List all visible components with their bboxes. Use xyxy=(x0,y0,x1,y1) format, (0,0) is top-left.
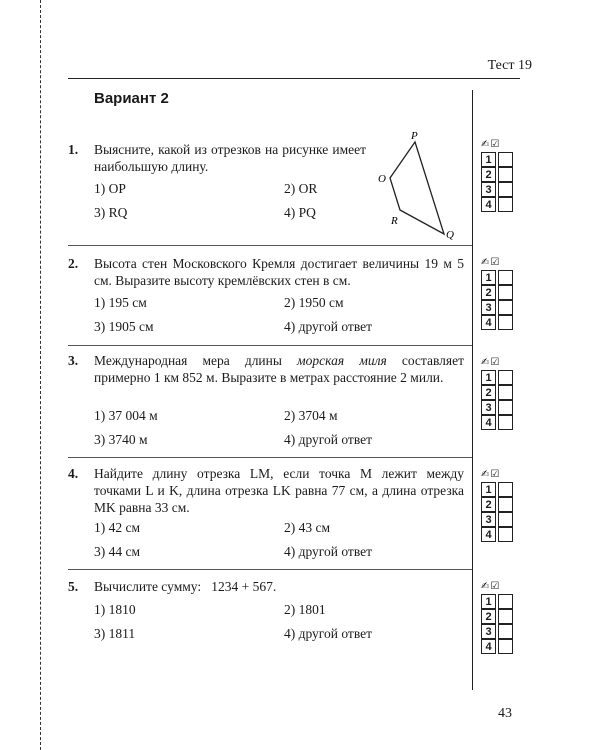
answer-checkbox[interactable] xyxy=(498,385,513,400)
answer-number: 3 xyxy=(481,182,496,197)
question-1-text: Выясните, какой из отрезков на рисунке имеет наибольшую длину. xyxy=(94,142,366,174)
question-5-text: Вычислите сумму: 1234 + 567. xyxy=(94,579,277,594)
answer-checkbox[interactable] xyxy=(498,497,513,512)
question-1-option-1: 1) OP xyxy=(94,181,126,196)
question-5-option-3: 3) 1811 xyxy=(94,626,136,641)
separator-3 xyxy=(68,457,472,458)
answer-checkbox[interactable] xyxy=(498,370,513,385)
question-4-option-2: 2) 43 см xyxy=(284,520,331,535)
question-2-option-3: 3) 1905 см xyxy=(94,319,154,334)
question-1-number: 1. xyxy=(68,142,79,157)
answer-number: 3 xyxy=(481,512,496,527)
answer-boxes-q2[interactable] xyxy=(481,256,515,330)
answer-header-icons: ✍☑ xyxy=(481,139,501,150)
answer-checkbox[interactable] xyxy=(498,167,513,182)
question-3-text xyxy=(94,352,464,386)
question-1-option-3: 3) RQ xyxy=(94,205,128,220)
question-5-option-4: 4) другой ответ xyxy=(284,626,373,641)
answer-checkbox[interactable] xyxy=(498,400,513,415)
answer-checkbox[interactable] xyxy=(498,527,513,542)
answer-boxes-q1[interactable] xyxy=(481,138,515,212)
answer-checkbox[interactable] xyxy=(498,624,513,639)
question-3-text-start: Международная мера длины xyxy=(94,353,298,368)
answer-number: 2 xyxy=(481,609,496,624)
point-o-label: O xyxy=(378,173,386,185)
question-3-option-4: 4) другой ответ xyxy=(284,432,373,447)
answer-number: 1 xyxy=(481,152,496,167)
answer-boxes-q3[interactable] xyxy=(481,356,515,430)
answer-checkbox[interactable] xyxy=(498,609,513,624)
answer-number: 1 xyxy=(481,370,496,385)
answer-number: 2 xyxy=(481,497,496,512)
answer-boxes-q4[interactable] xyxy=(481,468,515,542)
answer-number: 4 xyxy=(481,527,496,542)
answer-checkbox[interactable] xyxy=(498,300,513,315)
answer-boxes-q5[interactable] xyxy=(481,580,515,654)
separator-2 xyxy=(68,345,472,346)
answer-header-icons: ✍☑ xyxy=(481,469,501,480)
question-4-option-3: 3) 44 см xyxy=(94,544,141,559)
question-3-term: морская миля xyxy=(297,353,387,368)
question-2-text: Высота стен Московского Кремля достигает величины 19 м 5 см. Выразите высоту кремлёвских стен в см. xyxy=(94,256,464,288)
answer-number: 1 xyxy=(481,482,496,497)
quadrilateral-figure xyxy=(370,128,470,240)
answer-checkbox[interactable] xyxy=(498,285,513,300)
answer-checkbox[interactable] xyxy=(498,594,513,609)
question-4-number: 4. xyxy=(68,466,79,481)
answer-number: 4 xyxy=(481,639,496,654)
answer-number: 4 xyxy=(481,315,496,330)
answer-number: 2 xyxy=(481,385,496,400)
answer-checkbox[interactable] xyxy=(498,315,513,330)
separator-1 xyxy=(68,245,472,246)
question-3-text-end: составляет примерно 1 км 852 м. Выразите в метрах расстояние 2 мили. xyxy=(94,353,464,385)
question-4-text: Найдите длину отрезка LM, если точка M лежит между точками L и K, длина отрезка LK равна 77 см, а длина отрезка MK равна 33 см. xyxy=(94,466,464,515)
question-4-option-4: 4) другой ответ xyxy=(284,544,373,559)
question-5-option-2: 2) 1801 xyxy=(284,602,326,617)
question-2-option-2: 2) 1950 см xyxy=(284,295,344,310)
question-1-option-2: 2) OR xyxy=(284,181,318,196)
answer-checkbox[interactable] xyxy=(498,270,513,285)
answer-header-icons: ✍☑ xyxy=(481,257,501,268)
answer-header-icons: ✍☑ xyxy=(481,357,501,368)
cut-line xyxy=(40,0,41,750)
question-3-option-3: 3) 3740 м xyxy=(94,432,148,447)
question-2-option-4: 4) другой ответ xyxy=(284,319,373,334)
answer-number: 4 xyxy=(481,415,496,430)
question-3-option-2: 2) 3704 м xyxy=(284,408,338,423)
point-r-label: R xyxy=(391,215,398,227)
question-2-number: 2. xyxy=(68,256,79,271)
question-3-option-1: 1) 37 004 м xyxy=(94,408,158,423)
question-1-option-4: 4) PQ xyxy=(284,205,316,220)
point-p-label: P xyxy=(411,130,418,142)
question-3-number: 3. xyxy=(68,353,79,368)
header-rule xyxy=(68,78,520,79)
quadrilateral-shape xyxy=(390,142,444,234)
answer-number: 2 xyxy=(481,285,496,300)
answer-number: 3 xyxy=(481,300,496,315)
answer-number: 3 xyxy=(481,624,496,639)
answer-number: 3 xyxy=(481,400,496,415)
answer-column-rule xyxy=(472,90,473,690)
answer-checkbox[interactable] xyxy=(498,197,513,212)
answer-number: 1 xyxy=(481,594,496,609)
answer-checkbox[interactable] xyxy=(498,182,513,197)
point-q-label: Q xyxy=(446,229,454,240)
answer-checkbox[interactable] xyxy=(498,415,513,430)
answer-checkbox[interactable] xyxy=(498,152,513,167)
page-number: 43 xyxy=(498,706,512,721)
question-5-option-1: 1) 1810 xyxy=(94,602,136,617)
question-5-number: 5. xyxy=(68,579,79,594)
question-2-option-1: 1) 195 см xyxy=(94,295,147,310)
answer-number: 2 xyxy=(481,167,496,182)
separator-4 xyxy=(68,569,472,570)
answer-number: 1 xyxy=(481,270,496,285)
answer-checkbox[interactable] xyxy=(498,482,513,497)
answer-number: 4 xyxy=(481,197,496,212)
variant-title: Вариант 2 xyxy=(94,90,169,107)
answer-checkbox[interactable] xyxy=(498,512,513,527)
answer-checkbox[interactable] xyxy=(498,639,513,654)
question-4-option-1: 1) 42 см xyxy=(94,520,141,535)
test-label: Тест 19 xyxy=(487,58,532,73)
answer-header-icons: ✍☑ xyxy=(481,581,501,592)
